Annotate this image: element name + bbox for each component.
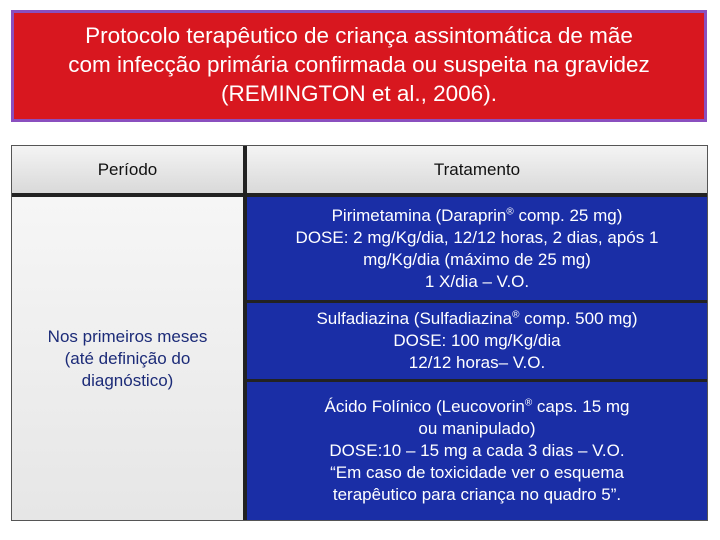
period-cell (12, 197, 243, 520)
title-line-1: Protocolo terapêutico de criança assintomática de mãe (85, 22, 633, 48)
treatment-sulfadiazina (247, 303, 707, 379)
acido-folinico-line-3: DOSE:10 – 15 mg a cada 3 dias – V.O. (329, 441, 625, 460)
pirimetamina-line-4: 1 X/dia – V.O. (424, 271, 530, 291)
pirimetamina-line-2: DOSE: 2 mg/Kg/dia, 12/12 horas, 2 dias, após 1 (295, 227, 659, 247)
title-line-3: (REMINGTON et al., 2006). (221, 80, 497, 106)
title-line-2: com infecção primária confirmada ou suspeita na gravidez (68, 51, 650, 77)
acido-folinico-line-2: ou manipulado) (418, 419, 536, 438)
pirimetamina-line-3: mg/Kg/dia (máximo de 25 mg) (363, 249, 591, 269)
acido-folinico-line-1: Ácido Folínico (Leucovorin® caps. 15 mg (324, 397, 630, 416)
sulfadiazina-line-2: DOSE: 100 mg/Kg/dia (393, 331, 561, 350)
treatment-pirimetamina (247, 197, 707, 300)
acido-folinico-line-5: terapêutico para criança no quadro 5”. (332, 485, 622, 504)
sulfadiazina-line-3: 12/12 horas– V.O. (408, 353, 546, 372)
pirimetamina-line-1: Pirimetamina (Daraprin® comp. 25 mg) (331, 205, 623, 225)
slide-title (62, 21, 656, 108)
header-treatment: Tratamento (247, 146, 707, 193)
period-line-2: (até definição do (64, 348, 191, 368)
sulfadiazina-line-1: Sulfadiazina (Sulfadiazina® comp. 500 mg) (316, 309, 638, 328)
protocol-table (11, 145, 708, 521)
period-line-1: Nos primeiros meses (47, 326, 208, 346)
treatment-acido-folinico (247, 382, 707, 520)
acido-folinico-line-4: “Em caso de toxicidade ver o esquema (330, 463, 624, 482)
period-line-3: diagnóstico) (81, 370, 174, 390)
title-banner (11, 10, 707, 122)
header-period: Período (12, 146, 243, 193)
